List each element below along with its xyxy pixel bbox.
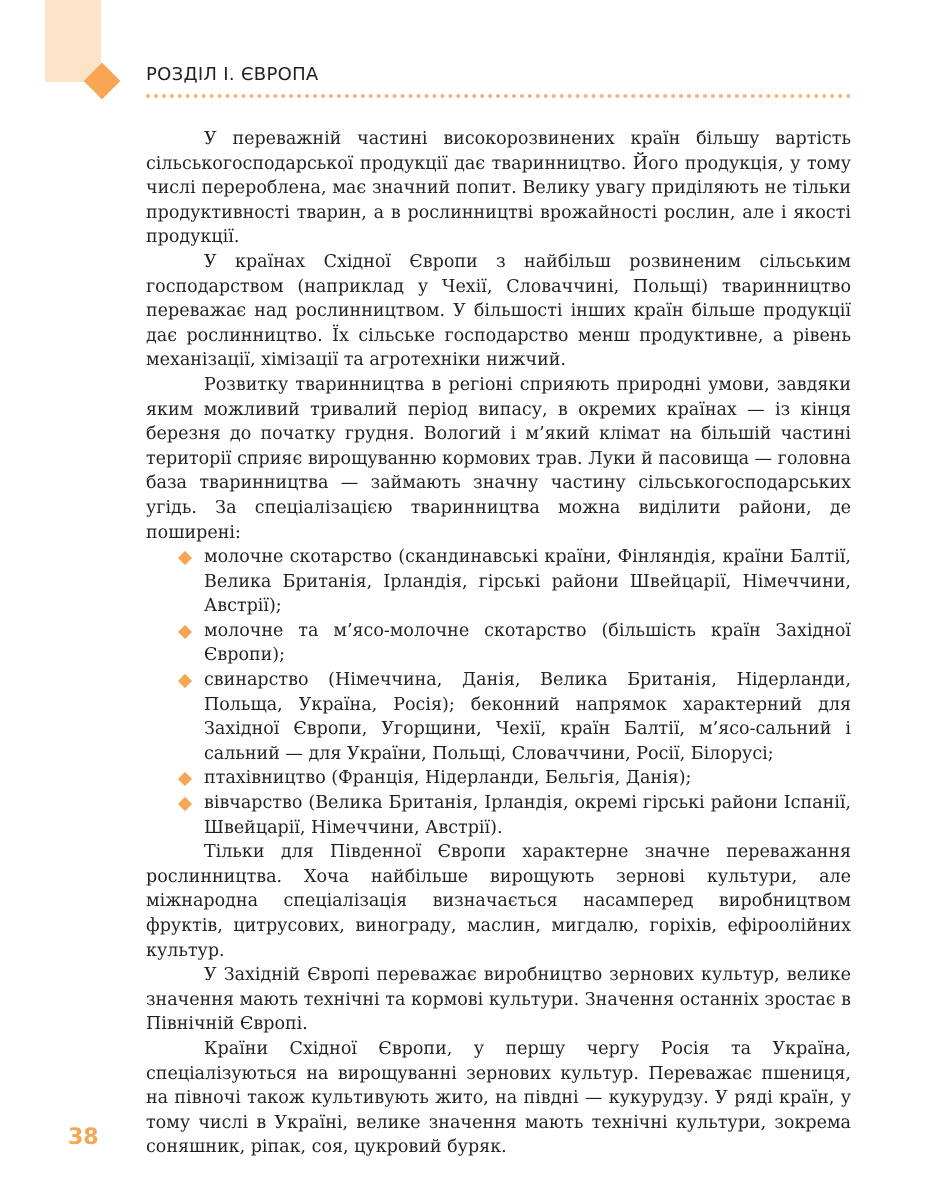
list-item [146, 766, 851, 791]
list-item [146, 619, 851, 668]
diamond-bullet-icon [178, 551, 192, 565]
page-body [146, 127, 851, 1160]
paragraph: У Західній Європі переважає виробництво зернових культур, велике значення мають технічні та кормові культури. Значення останніх зростає в Північній Європі. [146, 965, 851, 1035]
diamond-bullet-icon [178, 674, 192, 688]
paragraph: Розвитку тваринництва в регіоні сприяють природні умови, завдяки яким можливий тривалий період випасу, в окремих країнах — із кінця березня до початку грудня. Вологий і м’який клімат на більшій частині території сприяє вирощуванню кормових трав. Луки й пасовища — головна база тваринництва — займають значну частину сільськогосподарських угідь. За спеціалізацією тваринництва можна виділити райони, де поширені: [146, 374, 851, 543]
paragraph: Тільки для Південної Європи характерне значне переважання рослинництва. Хоча найбільше вирощують зернові культури, але міжнародна спеціалізація визначається насамперед виробництвом фруктів, цитрусових, винограду, маслин, мигдалю, горіхів, ефіроолійних культур. [146, 842, 851, 961]
list-item-text: вівчарство (Велика Британія, Ірландія, окремі гірські райони Іспанії, Швейцарії, Німеччини, Австрії). [204, 793, 851, 838]
header-dotted-rule [146, 94, 851, 98]
diamond-bullet-icon [178, 797, 192, 811]
list-item [146, 545, 851, 619]
diamond-bullet-icon [178, 625, 192, 639]
list-item-text: молочне скотарство (скандинавські країни, Фінляндія, країни Балтії, Велика Британія, Ірландія, гірські райони Швейцарії, Німеччини, Австрії); [204, 547, 851, 617]
livestock-regions-list [146, 545, 851, 840]
page-number: 38 [68, 1125, 99, 1150]
paragraph: У переважній частині високорозвинених країн більшу вартість сільськогосподарської продукції дає тваринництво. Його продукція, у тому числі перероблена, має значний попит. Велику увагу приділяють не тільки продуктивності тварин, а в рослинництві врожайності рослин, але і якості продукції. [146, 129, 851, 248]
header-corner-block [45, 0, 101, 82]
list-item [146, 791, 851, 840]
list-item-text: птахівництво (Франція, Нідерланди, Бельгія, Данія); [204, 768, 692, 789]
list-item-text: молочне та м’ясо-молочне скотарство (більшість країн Західної Європи); [204, 620, 851, 666]
list-item-text: свинарство (Німеччина, Данія, Велика Британія, Нідерланди, Польща, Україна, Росія); беконний напрямок характерний для Західної Європи, Угорщини, Чехії, країн Балтії, м’ясо-сальний і сальний — для України, Польщі, Словаччини, Росії, Білорусі; [204, 670, 851, 764]
chapter-title: РОЗДІЛ І. ЄВРОПА [146, 64, 319, 85]
diamond-bullet-icon [178, 772, 192, 786]
paragraph: Країни Східної Європи, у першу чергу Росія та Україна, спеціалізуються на вирощуванні зернових культур. Переважає пшениця, на півночі також культивують жито, на півдні — кукурудзу. У ряді країн, у тому числі в Україні, велике значення мають технічні культури, зокрема соняшник, ріпак, соя, цукровий буряк. [146, 1038, 851, 1158]
paragraph: У країнах Східної Європи з найбільш розвиненим сільським господарством (наприклад у Чехії, Словаччині, Польщі) тваринництво переважає над рослинництвом. У більшості інших країн більше продукції дає рослинництво. Їх сільське господарство менш продуктивне, а рівень механізації, хімізації та агротехніки нижчий. [146, 251, 851, 371]
list-item [146, 668, 851, 766]
